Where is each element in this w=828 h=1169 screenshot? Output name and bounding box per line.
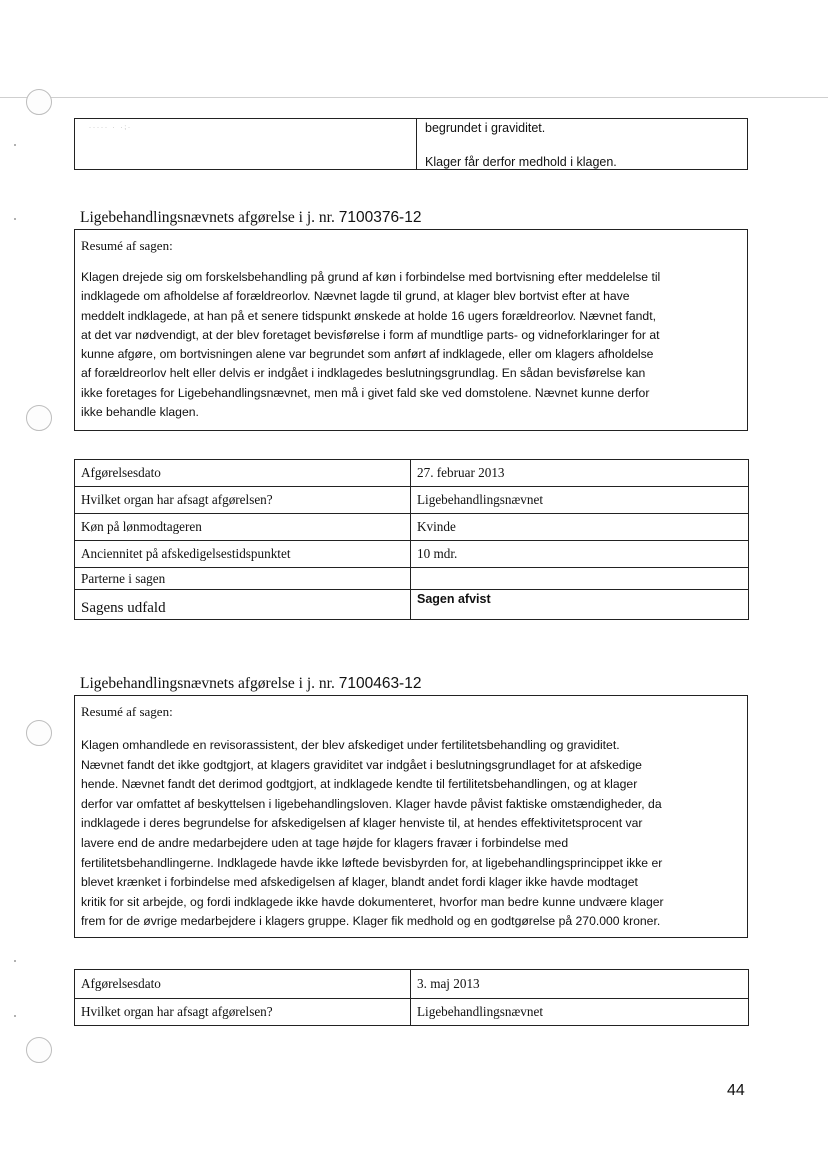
table-row xyxy=(75,541,749,568)
info-value: 27. februar 2013 xyxy=(411,460,749,487)
resume-box xyxy=(74,229,748,431)
scan-speck xyxy=(14,144,16,146)
info-value: Kvinde xyxy=(411,514,749,541)
info-value: Ligebehandlingsnævnet xyxy=(411,487,749,514)
punch-hole xyxy=(26,720,52,746)
scan-speck xyxy=(14,218,16,220)
table-row xyxy=(75,970,749,999)
case-heading xyxy=(80,675,421,693)
table-divider xyxy=(416,119,417,169)
page-number: 44 xyxy=(727,1082,745,1099)
case-heading xyxy=(80,209,421,227)
previous-case-line-2: Klager får derfor medhold i klagen. xyxy=(425,155,617,169)
info-label: Parterne i sagen xyxy=(75,568,411,590)
resume-text: Klagen omhandlede en revisorassistent, der blev afskediget under fertilitetsbehandling og graviditet. Nævnet fandt det ikke godtgjort, at klagers graviditet var indgået i beslutningsgrundlaget for at afskedige hende. Nævnet fandt det derimod godtgjort, at indklagede kendte til fertilitetsbehandlingen, og at klager derfor var omfattet af beskyttelsen i ligebehandlingsloven. Klager havde påvist faktiske omstændigheder, da indklagede i deres begrundelse for afskedigelsen af klager henviste til, at hendes effektivitetsprocent var lavere end de andre medarbejdere uden at tage højde for klagers fravær i forbindelse med fertilitetsbehandlingerne. Indklagede havde ikke løftede bevisbyrden for, at ligebehandlingsprincippet ikke er blevet krænket i forbindelse med afskedigelsen af klager, blandt andet fordi klager ikke havde modtaget kritik for sit arbejde, og fordi indklagede ikke havde dokumenteret, hvorfor man bedre kunne undvære klager frem for de øvrige medarbejdere i klagers gruppe. Klager fik medhold og en godtgørelse på 270.000 kroner. xyxy=(81,738,664,929)
case-info-table xyxy=(74,969,749,1026)
info-value: 10 mdr. xyxy=(411,541,749,568)
table-row xyxy=(75,487,749,514)
table-row xyxy=(75,568,749,590)
punch-hole xyxy=(26,89,52,115)
info-label: Anciennitet på afskedigelsestidspunktet xyxy=(75,541,411,568)
case-heading-prefix: Ligebehandlingsnævnets afgørelse i j. nr. xyxy=(80,209,339,226)
scan-edge-line xyxy=(0,97,828,98)
info-value: Ligebehandlingsnævnet xyxy=(411,999,749,1026)
table-row xyxy=(75,514,749,541)
resume-title: Resumé af sagen: xyxy=(81,238,173,253)
table-row xyxy=(75,590,749,620)
info-label: Køn på lønmodtageren xyxy=(75,514,411,541)
case-number: 7100376-12 xyxy=(338,209,422,226)
info-label: Hvilket organ har afsagt afgørelsen? xyxy=(75,487,411,514)
previous-case-table xyxy=(74,118,748,170)
info-label: Sagens udfald xyxy=(75,590,411,620)
case-number: 7100463-12 xyxy=(338,675,422,692)
table-row xyxy=(75,999,749,1026)
info-value: 3. maj 2013 xyxy=(411,970,749,999)
scan-speck xyxy=(14,960,16,962)
previous-case-line-1: begrundet i graviditet. xyxy=(425,121,546,135)
faint-scan-text: ····· · ·;· xyxy=(89,125,132,131)
info-label: Afgørelsesdato xyxy=(75,970,411,999)
info-label: Hvilket organ har afsagt afgørelsen? xyxy=(75,999,411,1026)
punch-hole xyxy=(26,1037,52,1063)
info-label: Afgørelsesdato xyxy=(75,460,411,487)
resume-text: Klagen drejede sig om forskelsbehandling på grund af køn i forbindelse med bortvisning efter meddelelse til indklagede om afholdelse af forældreorlov. Nævnet lagde til grund, at klager blev bortvist efter at have meddelt indklagede, at han på et senere tidspunkt ønskede at holde 16 ugers forældreorlov. Nævnet fandt, at det var nødvendigt, at der blev foretaget bevisførelse i form af mundtlige parts- og vidneforklaringer for at kunne afgøre, om bortvisningen alene var begrundet som anført af indklagede, eller om klagers afholdelse af forældreorlov helt eller delvis er indgået i indklagedes beslutningsgrundlag. En sådan bevisførelse kan ikke foretages for Ligebehandlingsnævnet, men må i givet fald ske ved domstolene. Nævnet kunne derfor ikke behandle klagen. xyxy=(81,270,661,420)
info-value-outcome: Sagen afvist xyxy=(411,590,749,620)
resume-title: Resumé af sagen: xyxy=(81,704,173,719)
case-info-table xyxy=(74,459,749,620)
case-heading-prefix: Ligebehandlingsnævnets afgørelse i j. nr. xyxy=(80,675,339,692)
resume-box xyxy=(74,695,748,938)
scan-speck xyxy=(14,1015,16,1017)
table-row xyxy=(75,460,749,487)
info-value xyxy=(411,568,749,590)
punch-hole xyxy=(26,405,52,431)
